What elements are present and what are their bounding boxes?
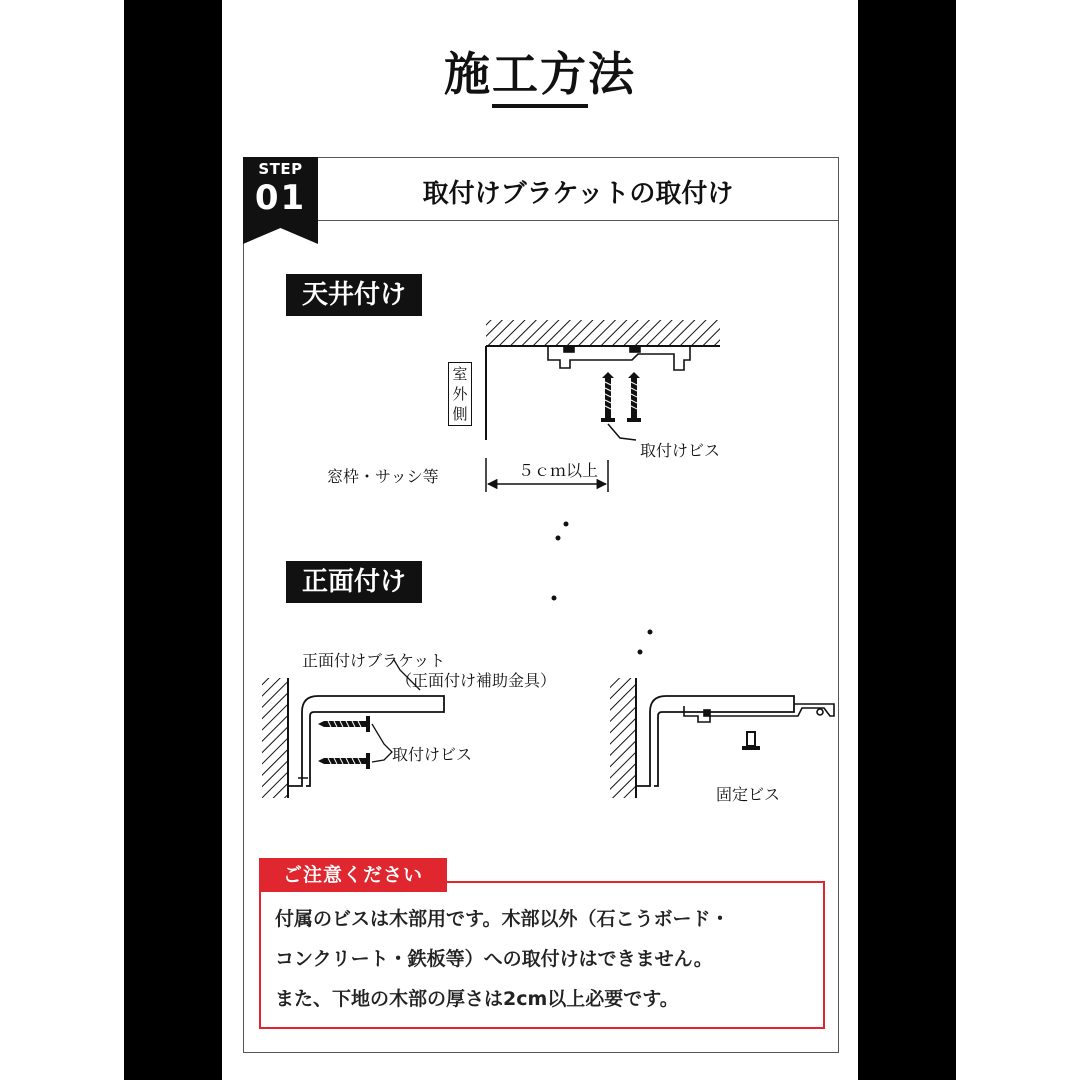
front-screw-1 [318,716,370,732]
notice-box [259,881,825,1029]
outdoor-side-label: 室 外 側 [448,362,472,426]
step-title: 取付けブラケットの取付け [422,179,734,209]
notice-line-2: コンクリート・鉄板等）への取付けはできません。 [275,948,713,970]
right-bracket-shape [636,696,794,786]
ceiling-screw-label: 取付けビス [640,441,721,460]
front-mount-tag: 正面付け [286,561,422,603]
connector-dots [552,522,653,655]
ceiling-screw-1 [601,372,615,422]
ceiling-screw-2 [627,372,641,422]
front-screw-2 [318,753,370,769]
step-number: 01 [254,178,307,218]
ceiling-screw-leader [608,424,636,440]
fixing-screw-label: 固定ビス [716,785,781,804]
front-left-wall [262,678,288,798]
front-screw-label: 取付けビス [392,745,473,764]
notice-tag: ご注意ください [259,858,447,892]
front-bracket-sub-label: （正面付け補助金具） [396,671,557,690]
right-rail [684,704,834,722]
ceiling-hatch [486,320,720,346]
notice-line-3: また、下地の木部の厚さは2cm以上必要です。 [275,988,679,1010]
window-frame-label: 窓枠・サッシ等 [327,467,439,486]
step-label: STEP [258,160,303,178]
front-screw-leader [372,724,392,762]
front-bracket-shape [288,696,444,786]
ceiling-rail [548,346,690,370]
instruction-sheet [222,0,858,1080]
left-margin [0,0,124,1080]
ceiling-mount-tag: 天井付け [286,274,422,316]
notice-line-1: 付属のビスは木部用です。木部以外（石こうボード・ [275,908,730,930]
page-title: 施工方法 [444,47,636,101]
right-margin [956,0,1080,1080]
front-bracket-leader [394,660,420,690]
front-right-wall [610,678,636,798]
fixing-screw [742,732,760,750]
front-bracket-label: 正面付けブラケット [302,651,446,670]
distance-label: ５ｃｍ以上 [518,461,599,480]
